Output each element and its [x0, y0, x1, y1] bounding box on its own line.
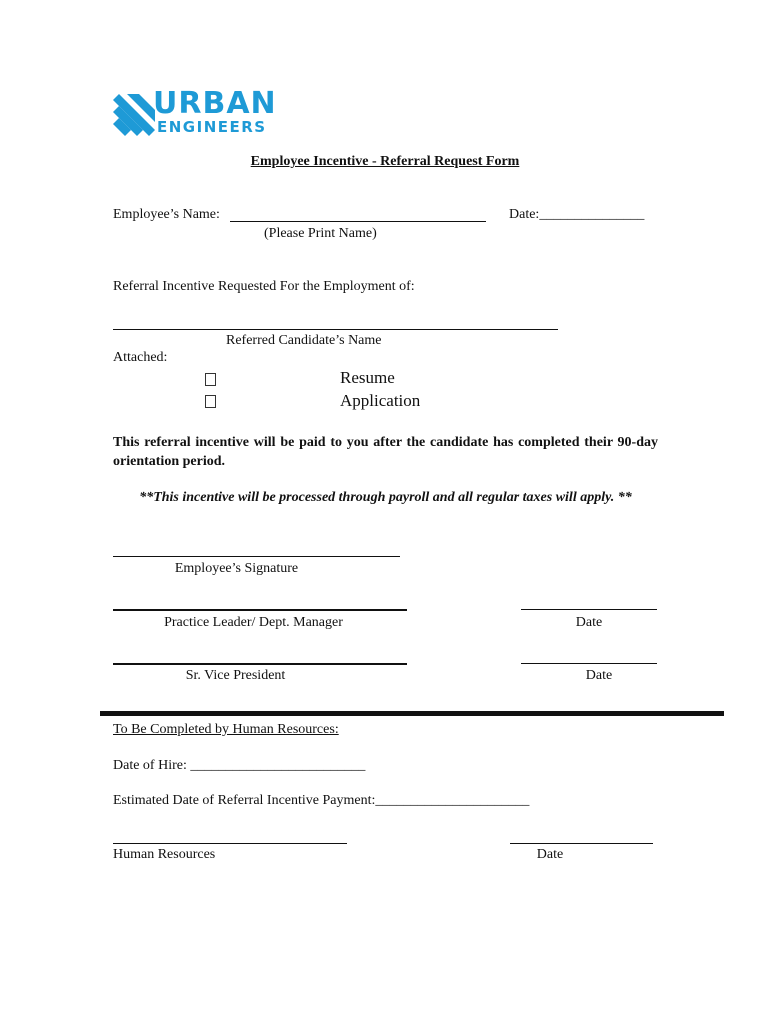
resume-label: Resume — [340, 368, 395, 387]
practice-leader-date-field[interactable] — [521, 609, 657, 610]
company-logo — [113, 86, 283, 138]
svp-signature-field[interactable] — [113, 663, 407, 665]
logo-word-top: URBAN — [153, 86, 277, 121]
svp-date-field[interactable] — [521, 663, 657, 664]
hr-signature-field[interactable] — [113, 843, 347, 844]
referral-label: Referral Incentive Requested For the Employment of: — [113, 279, 415, 294]
incentive-notice: This referral incentive will be paid to you after the candidate has completed their 90-day orientation period. — [113, 435, 658, 469]
print-name-hint: (Please Print Name) — [264, 226, 377, 241]
logo-stripes-icon — [113, 94, 155, 136]
hr-caption: Human Resources — [113, 847, 216, 862]
practice-leader-caption: Practice Leader/ Dept. Manager — [164, 615, 343, 630]
section-divider — [100, 711, 724, 716]
practice-leader-date-caption: Date — [575, 615, 603, 630]
logo-word-bottom: ENGINEERS — [157, 118, 267, 136]
hr-date-caption: Date — [536, 847, 564, 862]
employee-signature-field[interactable] — [113, 556, 400, 557]
employee-name-field[interactable] — [230, 221, 486, 222]
attached-label: Attached: — [113, 350, 168, 365]
estimated-payment-field[interactable]: Estimated Date of Referral Incentive Payment:______________________ — [113, 793, 530, 808]
practice-leader-signature-field[interactable] — [113, 609, 407, 611]
svp-date-caption: Date — [585, 668, 613, 683]
employee-name-label: Employee’s Name: — [113, 207, 220, 222]
hr-heading: To Be Completed by Human Resources: — [113, 722, 339, 737]
date-of-hire-field[interactable]: Date of Hire: _________________________ — [113, 758, 366, 773]
date-field[interactable]: Date:_______________ — [509, 207, 645, 222]
candidate-name-caption: Referred Candidate’s Name — [226, 333, 382, 348]
candidate-name-field[interactable] — [113, 329, 558, 330]
resume-checkbox[interactable] — [205, 373, 216, 386]
form-title: Employee Incentive - Referral Request Form — [250, 154, 520, 169]
svp-caption: Sr. Vice President — [185, 668, 286, 683]
application-label: Application — [340, 391, 421, 410]
application-checkbox[interactable] — [205, 395, 216, 408]
employee-signature-caption: Employee’s Signature — [174, 561, 299, 576]
payroll-notice: **This incentive will be processed through payroll and all regular taxes will apply. ** — [139, 490, 632, 505]
hr-date-field[interactable] — [510, 843, 653, 844]
